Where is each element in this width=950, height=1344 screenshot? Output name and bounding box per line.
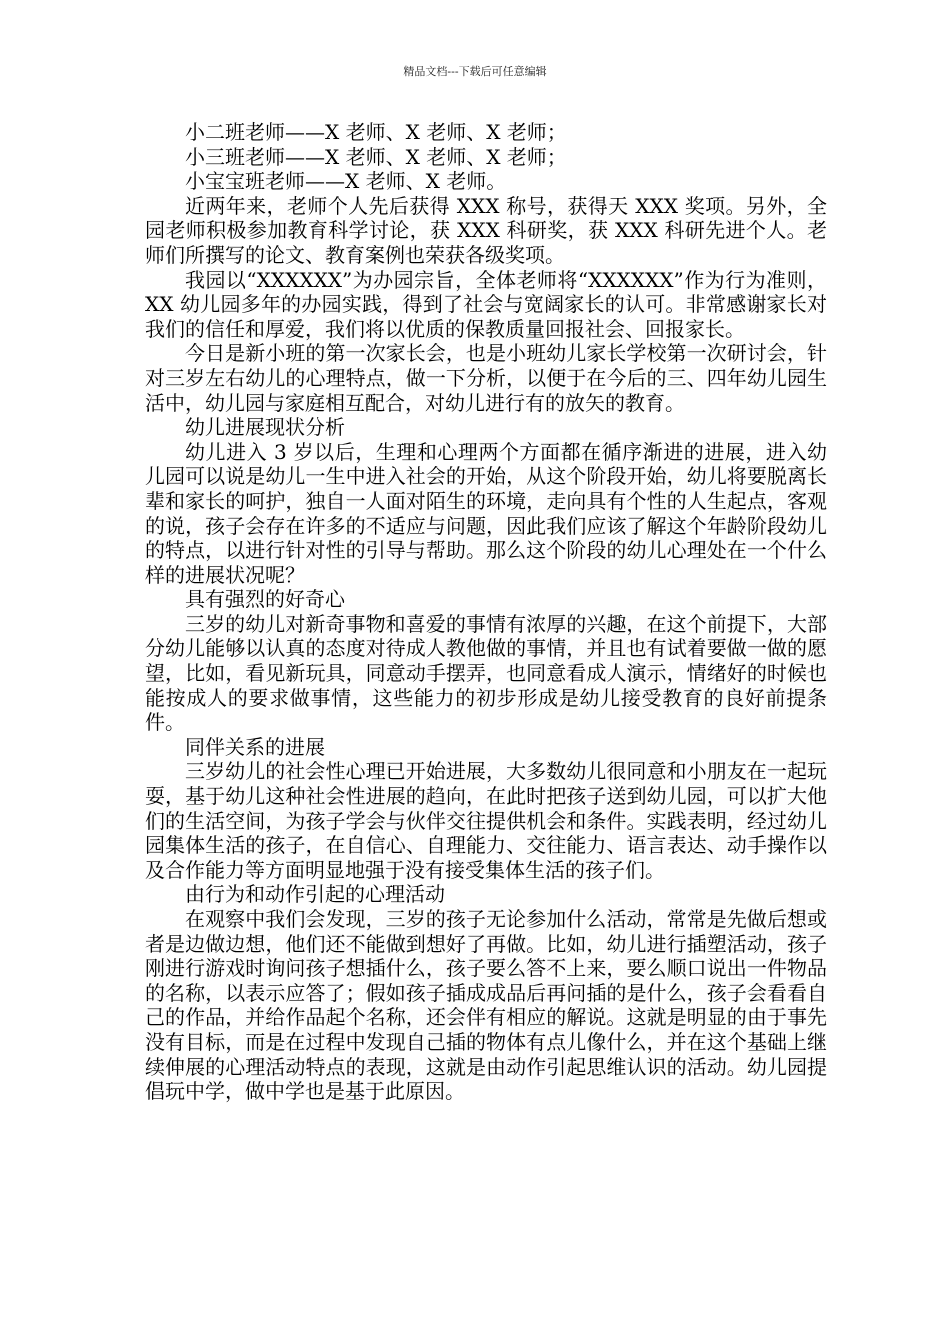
- paragraph: 幼儿进入 3 岁以后，生理和心理两个方面都在循序渐进的进展，进入幼儿园可以说是幼儿一生中进入社会的开始，从这个阶段开始，幼儿将要脱离长辈和家长的呵护，独自一人面对陌生的环境，走向具有个性的人生起点，客观的说，孩子会存在许多的不适应与问题，因此我们应该了解这个年龄阶段幼儿的特点，以进行针对性的引导与帮助。那么这个阶段的幼儿心理处在一个什么样的进展状况呢？: [145, 439, 827, 587]
- section-heading: 由行为和动作引起的心理活动: [185, 882, 445, 907]
- section-heading: 具有强烈的好奇心: [185, 587, 345, 612]
- paragraph: 近两年来，老师个人先后获得 XXX 称号，获得天 XXX 奖项。另外，全园老师积极参加教育科学讨论，获 XXX 科研奖，获 XXX 科研先进个人。老师们所撰写的论文、教育案例也荣获各级奖项。: [145, 193, 827, 267]
- paragraph: 小三班老师——X 老师、X 老师、X 老师；: [185, 144, 567, 169]
- section-heading: 同伴关系的进展: [185, 734, 325, 759]
- page-header: 精品文档---下载后可任意编辑: [403, 65, 547, 78]
- paragraph: 三岁的幼儿对新奇事物和喜爱的事情有浓厚的兴趣，在这个前提下，大部分幼儿能够以认真的态度对待成人教他做的事情，并且也有试着要做一做的愿望，比如，看见新玩具，同意动手摆弄，也同意看成人演示，情绪好的时候也能按成人的要求做事情，这些能力的初步形成是幼儿接受教育的良好前提条件。: [145, 611, 827, 735]
- document-body: [145, 120, 827, 1104]
- paragraph: 今日是新小班的第一次家长会，也是小班幼儿家长学校第一次研讨会，针对三岁左右幼儿的心理特点，做一下分析，以便于在今后的三、四年幼儿园生活中，幼儿园与家庭相互配合，对幼儿进行有的放矢的教育。: [145, 341, 827, 415]
- paragraph: 在观察中我们会发现，三岁的孩子无论参加什么活动，常常是先做后想或者是边做边想，他们还不能做到想好了再做。比如，幼儿进行插塑活动，孩子刚进行游戏时询问孩子想插什么，孩子要么答不上来，要么顺口说出一件物品的名称，以表示应答了；假如孩子插成成品后再问插的是什么，孩子会看看自己的作品，并给作品起个名称，还会伴有相应的解说。这就是明显的由于事先没有目标，而是在过程中发现自己插的物体有点儿像什么，并在这个基础上继续伸展的心理活动特点的表现，这就是由动作引起思维认识的活动。幼儿园提倡玩中学，做中学也是基于此原因。: [145, 907, 827, 1104]
- section-heading: 幼儿进展现状分析: [185, 415, 345, 440]
- paragraph: 小宝宝班老师——X 老师、X 老师。: [185, 169, 507, 194]
- paragraph: 我园以“XXXXXX”为办园宗旨，全体老师将“XXXXXX”作为行为准则，XX 幼儿园多年的办园实践，得到了社会与宽阔家长的认可。非常感谢家长对我们的信任和厚爱，我们将以优质的保教质量回报社会、回报家长。: [145, 267, 827, 341]
- paragraph: 小二班老师——X 老师、X 老师、X 老师；: [185, 120, 567, 144]
- paragraph: 三岁幼儿的社会性心理已开始进展，大多数幼儿很同意和小朋友在一起玩耍，基于幼儿这种社会性进展的趋向，在此时把孩子送到幼儿园，可以扩大他们的生活空间，为孩子学会与伙伴交往提供机会和条件。实践表明，经过幼儿园集体生活的孩子，在自信心、自理能力、交往能力、语言表达、动手操作以及合作能力等方面明显地强于没有接受集体生活的孩子们。: [145, 759, 827, 882]
